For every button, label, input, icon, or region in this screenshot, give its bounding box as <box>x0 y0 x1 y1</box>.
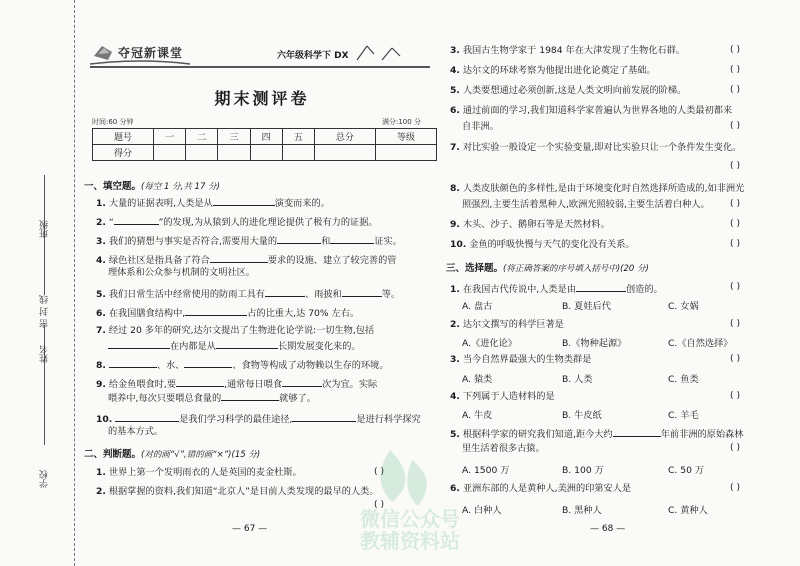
table-cell: 五 <box>282 129 314 145</box>
blank[interactable] <box>613 426 661 437</box>
table-cell: 二 <box>186 129 218 145</box>
fill-question-cont: 喂养中,每次只要喂总食量的 就够了。 <box>108 390 316 405</box>
answer-paren[interactable]: ( ) <box>730 482 741 493</box>
option-b[interactable]: B. 夏娃后代 <box>562 301 611 312</box>
answer-paren[interactable]: ( ) <box>730 44 741 55</box>
option-c[interactable]: C.《自然选择》 <box>668 338 733 349</box>
table-cell: 得分 <box>93 145 154 161</box>
judge-question-cont: 自非洲。 <box>462 121 499 132</box>
watermark-line2: 教辅资料站 <box>360 529 460 550</box>
choice-question: 5. 根据科学家的研究我们知道,距今大约 年前非洲的原始森林 <box>450 426 743 441</box>
score-input-cell[interactable] <box>186 145 218 161</box>
sprout-icon <box>352 42 412 62</box>
answer-paren[interactable]: ( ) <box>730 238 741 249</box>
judge-question-cont: 照强烈,主要生活着黑种人,欧洲光照较弱,主要生活着白种人。 <box>462 199 710 210</box>
fill-question: 10. 是我们学习科学的最佳途径, 是进行科学探究 <box>96 411 421 426</box>
choice-question: 1. 在我国古代传说中,人类是由 创造的。 <box>450 281 663 296</box>
answer-paren[interactable]: ( ) <box>730 198 741 209</box>
fill-question: 9. 给金鱼喂食时,要 ,通常每日喂食 次为宜。实际 <box>96 376 377 391</box>
choice-question: 2. 达尔文撰写的科学巨著是 <box>450 319 564 330</box>
answer-paren[interactable]: ( ) <box>374 499 385 510</box>
score-input-cell[interactable] <box>375 145 436 161</box>
answer-paren[interactable]: ( ) <box>730 64 741 75</box>
fill-question: 4. 绿色社区是指具备了符合 要求的设施、建立了较完善的管 <box>96 252 397 267</box>
option-c[interactable]: C. 黄种人 <box>668 505 708 516</box>
answer-paren[interactable]: ( ) <box>730 353 741 364</box>
blank[interactable] <box>265 286 305 297</box>
score-table-header-row <box>93 129 437 145</box>
judge-question: 2. 根据掌握的资料,我们知道“北京人”是目前人类发现的最早的人类。 <box>96 486 379 497</box>
table-cell: 三 <box>218 129 250 145</box>
binding-margin <box>0 0 75 566</box>
blank[interactable] <box>109 357 157 368</box>
score-input-cell[interactable] <box>314 145 375 161</box>
option-a[interactable]: A. 盘古 <box>462 301 493 312</box>
blank[interactable] <box>292 411 356 422</box>
header-banner <box>82 38 442 70</box>
fill-question: 5. 我们日常生活中经常使用的防雨工具有 、雨披和 等。 <box>96 286 400 301</box>
judge-question: 1. 世界上第一个发明雨衣的人是英国的麦金杜斯。 <box>96 467 302 478</box>
judge-question: 3. 我国古生物学家于 1984 年在大津发现了生物化石群。 <box>450 45 685 56</box>
school-label: 学校 <box>40 470 50 488</box>
blank[interactable] <box>185 305 247 316</box>
fill-question: 3. 我们的猜想与事实是否符合,需要用大量的 和 证实。 <box>96 233 402 248</box>
brand-logo <box>90 38 190 66</box>
full-score: 满分:100 分 <box>382 118 421 126</box>
blank[interactable] <box>176 376 224 387</box>
table-cell: 题号 <box>93 129 154 145</box>
answer-paren[interactable]: ( ) <box>730 442 741 453</box>
brand-name: 夺冠新课堂 <box>118 46 184 60</box>
choice-question: 3. 当今自然界最强大的生物类群是 <box>450 354 592 365</box>
judge-question: 6. 通过前面的学习,我们知道科学家普遍认为世界各地的人类最初都来 <box>450 105 733 116</box>
option-a[interactable]: A. 1500 万 <box>462 465 510 476</box>
seal-label: 密 封 线 <box>40 295 50 328</box>
bind-line <box>44 325 45 445</box>
option-b[interactable]: B. 人类 <box>562 374 593 385</box>
name-label: 姓名 <box>40 345 50 363</box>
judge-question: 7. 对比实验一般设定一个实验变量,即对比实验只让一个条件发生变化。 <box>450 142 742 153</box>
choice-question: 6. 亚洲东部的人是黄种人,美洲的印第安人是 <box>450 483 632 494</box>
blank[interactable] <box>115 411 179 422</box>
section-choice-heading: 三、选择题。(将正确答案的序号填入括号中)(20 分) <box>446 263 649 274</box>
grade-label: 六年级科学下 DX <box>277 51 349 61</box>
option-b[interactable]: B. 黑种人 <box>562 505 602 516</box>
blank[interactable] <box>576 281 626 292</box>
fill-question-cont: 理体系和公众参与机制的文明社区。 <box>108 267 255 278</box>
option-c[interactable]: C. 50 万 <box>668 465 705 476</box>
answer-paren[interactable]: ( ) <box>730 318 741 329</box>
fill-question: 8. 、水、 、食物等构成了动物赖以生存的环境。 <box>96 357 389 372</box>
right-page <box>446 0 795 566</box>
time-limit: 时间:60 分钟 <box>92 118 134 126</box>
score-input-cell[interactable] <box>218 145 250 161</box>
score-input-cell[interactable] <box>154 145 186 161</box>
class-label: 班级 <box>40 220 50 238</box>
score-table <box>92 128 437 161</box>
section-fill-heading: 一、填空题。(每空 1 分,共 17 分) <box>84 181 220 192</box>
table-cell: 四 <box>250 129 282 145</box>
fill-question: 7. 经过 20 多年的研究,达尔文提出了生物进化论学说:一切生物,包括 <box>96 325 375 336</box>
page-number-right: — 68 — <box>590 524 626 534</box>
watermark <box>330 440 490 550</box>
answer-paren[interactable]: ( ) <box>730 218 741 229</box>
edition-label: DX <box>334 51 349 61</box>
blank[interactable] <box>282 376 322 387</box>
blank[interactable] <box>216 338 278 349</box>
answer-paren[interactable]: ( ) <box>730 281 741 292</box>
option-b[interactable]: B. 牛皮纸 <box>562 410 602 421</box>
answer-paren[interactable]: ( ) <box>730 160 741 171</box>
option-b[interactable]: B. 100 万 <box>562 465 604 476</box>
judge-question: 4. 达尔文的环球考察为他提出进化论奠定了基础。 <box>450 65 656 76</box>
blank[interactable] <box>277 233 321 244</box>
option-a[interactable]: A.《进化论》 <box>462 338 517 349</box>
page-number-left: — 67 — <box>232 524 268 534</box>
blank[interactable] <box>330 233 374 244</box>
fill-question: 1. 大量的证据表明,人类是从 演变而来的。 <box>96 195 330 210</box>
blank[interactable] <box>221 390 279 401</box>
header-rule <box>90 66 430 68</box>
answer-paren[interactable]: ( ) <box>374 466 385 477</box>
option-c[interactable]: C. 鱼类 <box>668 374 699 385</box>
option-a[interactable]: A. 白种人 <box>462 505 502 516</box>
watermark-line1: 微信公众号 <box>360 507 460 531</box>
judge-question: 10. 金鱼的呼吸快慢与天气的变化没有关系。 <box>450 239 635 250</box>
option-a[interactable]: A. 猿类 <box>462 374 493 385</box>
choice-question-cont: 里生活着很多古猿。 <box>462 443 545 454</box>
score-input-cell[interactable] <box>250 145 282 161</box>
page-title: 期末测评卷 <box>214 89 310 108</box>
blank[interactable] <box>210 252 268 263</box>
fill-question-cont: 的基本方式。 <box>108 426 164 437</box>
score-table-score-row <box>93 145 437 161</box>
option-c[interactable]: C. 羊毛 <box>668 410 699 421</box>
fill-question: 2. “ ”的发现,为从猿到人的进化理论提供了极有力的证据。 <box>96 214 378 229</box>
judge-question: 9. 木头、沙子、鹅卵石等是天然材料。 <box>450 219 610 230</box>
blank[interactable] <box>342 286 382 297</box>
option-c[interactable]: C. 女娲 <box>668 301 699 312</box>
score-input-cell[interactable] <box>282 145 314 161</box>
blank[interactable] <box>213 195 275 206</box>
leaf-logo-icon <box>330 440 490 550</box>
blank[interactable] <box>114 214 159 225</box>
answer-paren[interactable]: ( ) <box>730 84 741 95</box>
table-cell: 等级 <box>375 129 436 145</box>
answer-paren[interactable]: ( ) <box>730 120 741 131</box>
fill-question-cont: 在内都是从 长期发展变化来的。 <box>108 338 361 353</box>
option-b[interactable]: B.《物种起源》 <box>562 338 627 349</box>
blank[interactable] <box>184 357 232 368</box>
table-cell: 总分 <box>314 129 375 145</box>
option-a[interactable]: A. 牛皮 <box>462 410 493 421</box>
table-cell: 一 <box>154 129 186 145</box>
judge-question: 8. 人类皮肤颜色的多样性,是由于环境变化时自然选择所造成的,如非洲光 <box>450 183 745 194</box>
answer-paren[interactable]: ( ) <box>730 390 741 401</box>
choice-question: 4. 下列属于人造材料的是 <box>450 391 555 402</box>
judge-question: 5. 人类要想通过必须创新,这是人类文明向前发展的阶梯。 <box>450 85 687 96</box>
fill-question: 6. 在我国膳食结构中, 占的比重大,达 70% 左右。 <box>96 305 359 320</box>
blank[interactable] <box>108 338 170 349</box>
section-judge-heading: 二、判断题。(对的画“√”,错的画“×”)(15 分) <box>84 449 261 460</box>
